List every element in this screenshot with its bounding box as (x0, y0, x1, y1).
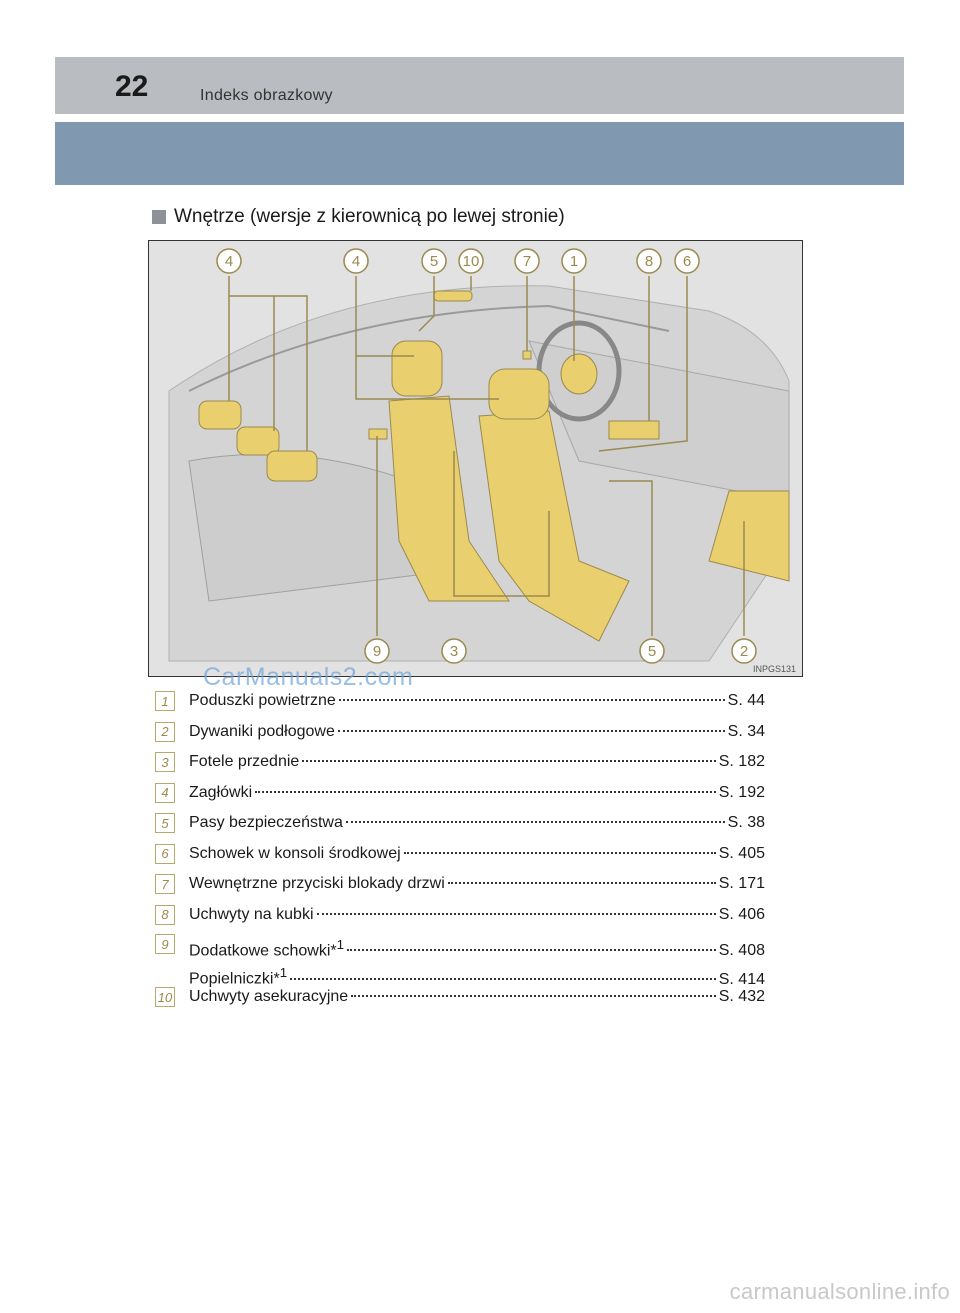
footer-watermark: carmanualsonline.info (729, 1279, 950, 1304)
leader-dots (302, 760, 715, 762)
item-label: Poduszki powietrzne (189, 692, 336, 710)
section-title (152, 206, 565, 228)
item-page-link[interactable]: S. 414 (718, 970, 765, 988)
front-headrest-right (489, 369, 549, 419)
leader-dots (404, 852, 716, 854)
square-bullet-icon (152, 210, 166, 224)
rear-pocket (369, 429, 387, 439)
item-number: 4 (155, 783, 175, 803)
leader-dots (255, 791, 716, 793)
item-label: Uchwyty asekuracyjne (189, 988, 349, 1006)
item-number: 10 (155, 987, 175, 1007)
item-label: Schowek w konsoli środkowej (189, 844, 401, 862)
page-number: 22 (115, 70, 149, 103)
interior-drawing (149, 241, 802, 676)
callout-3: 3 (449, 643, 459, 660)
list-item (155, 839, 765, 870)
item-label: Dodatkowe schowki*$^1$ (189, 937, 345, 960)
list-item (155, 686, 765, 717)
leader-dots (347, 949, 716, 951)
item-page-link[interactable]: S. 171 (718, 875, 765, 893)
list-item (155, 982, 765, 1013)
section-title-text: Wnętrze (wersje z kierownicą po lewej stronie) (174, 206, 565, 227)
item-page-link[interactable]: S. 182 (718, 753, 765, 771)
index-list (155, 686, 765, 1013)
item-number: 9 (155, 934, 175, 954)
section-band (55, 122, 904, 185)
callout-9: 9 (372, 643, 382, 660)
leader-dots (290, 978, 716, 980)
item-page-link[interactable]: S. 406 (718, 905, 765, 923)
leader-dots (339, 699, 725, 701)
item-number: 5 (155, 813, 175, 833)
item-number: 1 (155, 691, 175, 711)
callout-6: 6 (682, 253, 692, 270)
item-label: Uchwyty na kubki (189, 905, 314, 923)
list-item (155, 900, 765, 931)
lock-button (523, 351, 531, 359)
item-page-link[interactable]: S. 192 (718, 783, 765, 801)
item-number: 7 (155, 874, 175, 894)
item-number: 2 (155, 722, 175, 742)
figure-code: INPGS131 (752, 664, 796, 674)
list-item (155, 717, 765, 748)
callout-2: 2 (739, 643, 749, 660)
leader-dots (317, 913, 716, 915)
item-page-link[interactable]: S. 408 (718, 942, 765, 960)
item-page-link[interactable]: S. 34 (727, 722, 765, 740)
callout-1: 1 (569, 253, 579, 270)
leader-dots (346, 821, 725, 823)
item-label: Pasy bezpieczeństwa (189, 814, 343, 832)
callout-5b: 5 (647, 643, 657, 660)
callout-4a: 4 (224, 253, 234, 270)
header-title: Indeks obrazkowy (200, 87, 333, 104)
item-page-link[interactable]: S. 432 (718, 988, 765, 1006)
front-headrest-left (392, 341, 442, 396)
leader-dots (338, 730, 725, 732)
leader-dots (448, 882, 716, 884)
item-label: Zagłówki (189, 783, 253, 801)
header-bar (55, 57, 904, 114)
callout-5a: 5 (429, 253, 439, 270)
interior-illustration (148, 240, 803, 677)
footnote-marker: 1 (279, 965, 288, 981)
list-item (155, 778, 765, 809)
item-number: 6 (155, 844, 175, 864)
item-number: 3 (155, 752, 175, 772)
assist-grip (434, 291, 472, 301)
item-label: Fotele przednie (189, 753, 300, 771)
list-item (155, 930, 765, 988)
rear-headrest-left (199, 401, 241, 429)
watermark-top: CarManuals2.com (203, 663, 414, 691)
item-label: Dywaniki podłogowe (189, 722, 335, 740)
footnote-marker: 1 (336, 937, 345, 952)
item-page-link[interactable]: S. 44 (727, 692, 765, 710)
callout-4b: 4 (351, 253, 361, 270)
item-page-link[interactable]: S. 38 (727, 814, 765, 832)
list-item (155, 869, 765, 900)
item-label: Wewnętrzne przyciski blokady drzwi (189, 875, 445, 893)
item-label-secondary: Popielniczki*$^1$ (189, 965, 288, 988)
console-box (609, 421, 659, 439)
callout-10: 10 (462, 253, 480, 270)
callout-8: 8 (644, 253, 654, 270)
item-page-link[interactable]: S. 405 (718, 844, 765, 862)
rear-headrest-right (267, 451, 317, 481)
airbag-highlight (561, 354, 597, 394)
item-number: 8 (155, 905, 175, 925)
callout-7: 7 (522, 253, 532, 270)
leader-dots (351, 995, 716, 997)
list-item (155, 747, 765, 778)
list-item (155, 808, 765, 839)
